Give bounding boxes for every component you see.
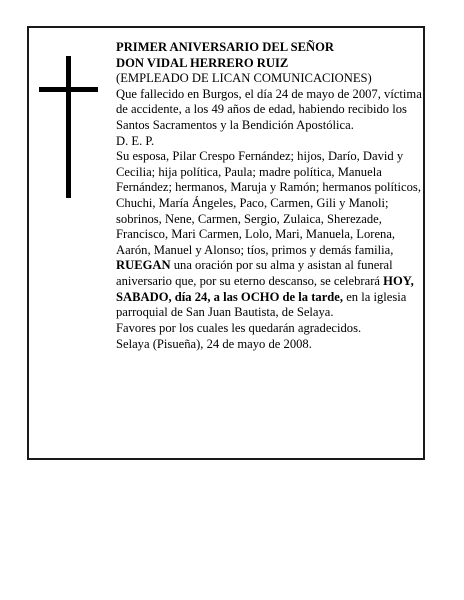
funeral-request — [116, 258, 422, 320]
place-date: Selaya (Pisueña), 24 de mayo de 2008. — [116, 337, 312, 352]
obituary-notice — [27, 26, 425, 460]
cross-icon — [39, 56, 99, 198]
service-time: HOY, SABADO, día 24, a las OCHO de la tarde, — [116, 273, 414, 304]
request-keyword: RUEGAN — [116, 258, 171, 273]
family-list: Su esposa, Pilar Crespo Fernández; hijos, Darío, David y Cecilia; hija política, Paula; madre política, Manuela Fernández; hermanos, Maruja y Ramón; hermanos políticos, Chuchi, María Ángeles, Paco, Carmen, Gili y Manoli; sobrinos, Nene, Carmen, Sergio, Zulaica, Sherezade, Francisco, Mari Carmen, Lolo, Mari, Manuela, Lorena, Aarón, Manuel y Alonso; tíos, primos y demás familia, — [116, 149, 421, 257]
heading-line-2: DON VIDAL HERRERO RUIZ — [116, 55, 289, 70]
thanks-line: Favores por los cuales les quedarán agradecidos. — [116, 320, 362, 335]
cross-horizontal-bar — [39, 87, 98, 92]
obituary-text — [116, 40, 422, 353]
request-text: una oración por su alma y asistan al funeral aniversario que, por su eterno descanso, se celebrará — [116, 258, 393, 288]
employer-line: (EMPLEADO DE LICAN COMUNICACIONES) — [116, 71, 372, 86]
rip-line: D. E. P. — [116, 133, 155, 148]
cross-vertical-bar — [66, 56, 71, 198]
death-notice: Que fallecido en Burgos, el día 24 de mayo de 2007, víctima de accidente, a los 49 años de edad, habiendo recibido los Santos Sacramentos y la Bendición Apostólica. — [116, 86, 422, 132]
service-place: en la iglesia parroquial de San Juan Bautista, de Selaya. — [116, 289, 407, 320]
heading-line-1: PRIMER ANIVERSARIO DEL SEÑOR — [116, 40, 334, 54]
